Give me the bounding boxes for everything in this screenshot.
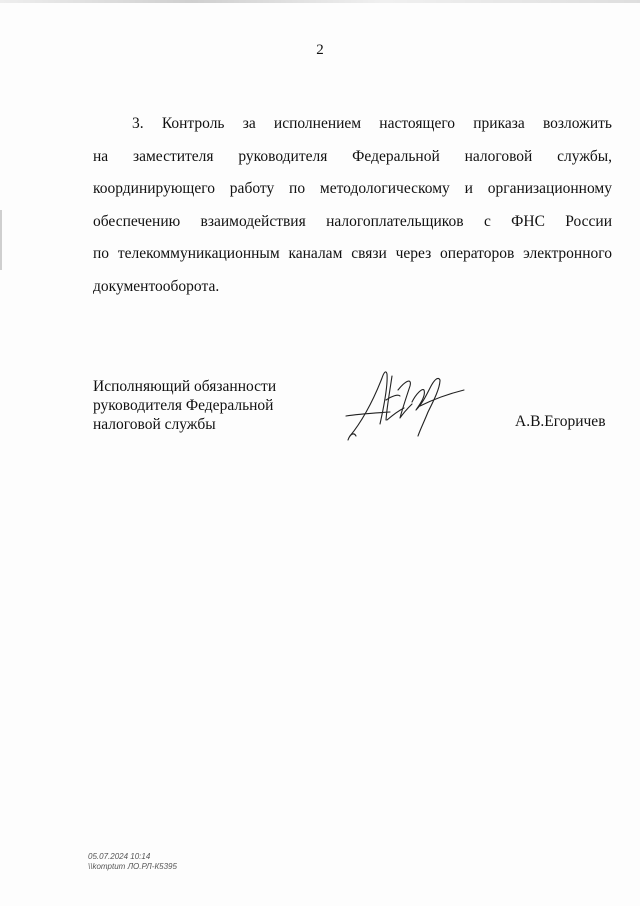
- page-number: 2: [316, 42, 324, 58]
- footer-timestamp: 05.07.2024 10:14: [88, 852, 151, 861]
- paragraph-line: на заместителя руководителя Федеральной налоговой службы,: [93, 147, 612, 165]
- paragraph-line: по телекоммуникационным каналам связи через операторов электронного: [93, 245, 612, 262]
- scan-edge-top: [0, 0, 640, 3]
- signatory-title: [93, 377, 276, 434]
- paragraph-line: документооборота.: [93, 277, 220, 295]
- document-footer: [88, 852, 177, 872]
- scan-edge-left: [0, 210, 2, 270]
- signatory-title-line: руководителя Федеральной: [93, 397, 274, 414]
- paragraph-line: обеспечению взаимодействия налогоплательщиков с ФНС России: [93, 212, 612, 230]
- signatory-title-line: Исполняющий обязанности: [93, 378, 277, 395]
- paragraph-line: 3. Контроль за исполнением настоящего приказа возложить: [132, 115, 612, 132]
- signatory-title-line: налоговой службы: [93, 416, 216, 433]
- handwritten-signature: [340, 366, 470, 446]
- paragraph-line: координирующего работу по методологическому и организационному: [93, 180, 612, 197]
- order-paragraph: [93, 108, 612, 303]
- signatory-name: А.В.Егоричев: [515, 413, 606, 430]
- footer-path: \\komptum ЛО.РЛ-К5395: [88, 862, 177, 871]
